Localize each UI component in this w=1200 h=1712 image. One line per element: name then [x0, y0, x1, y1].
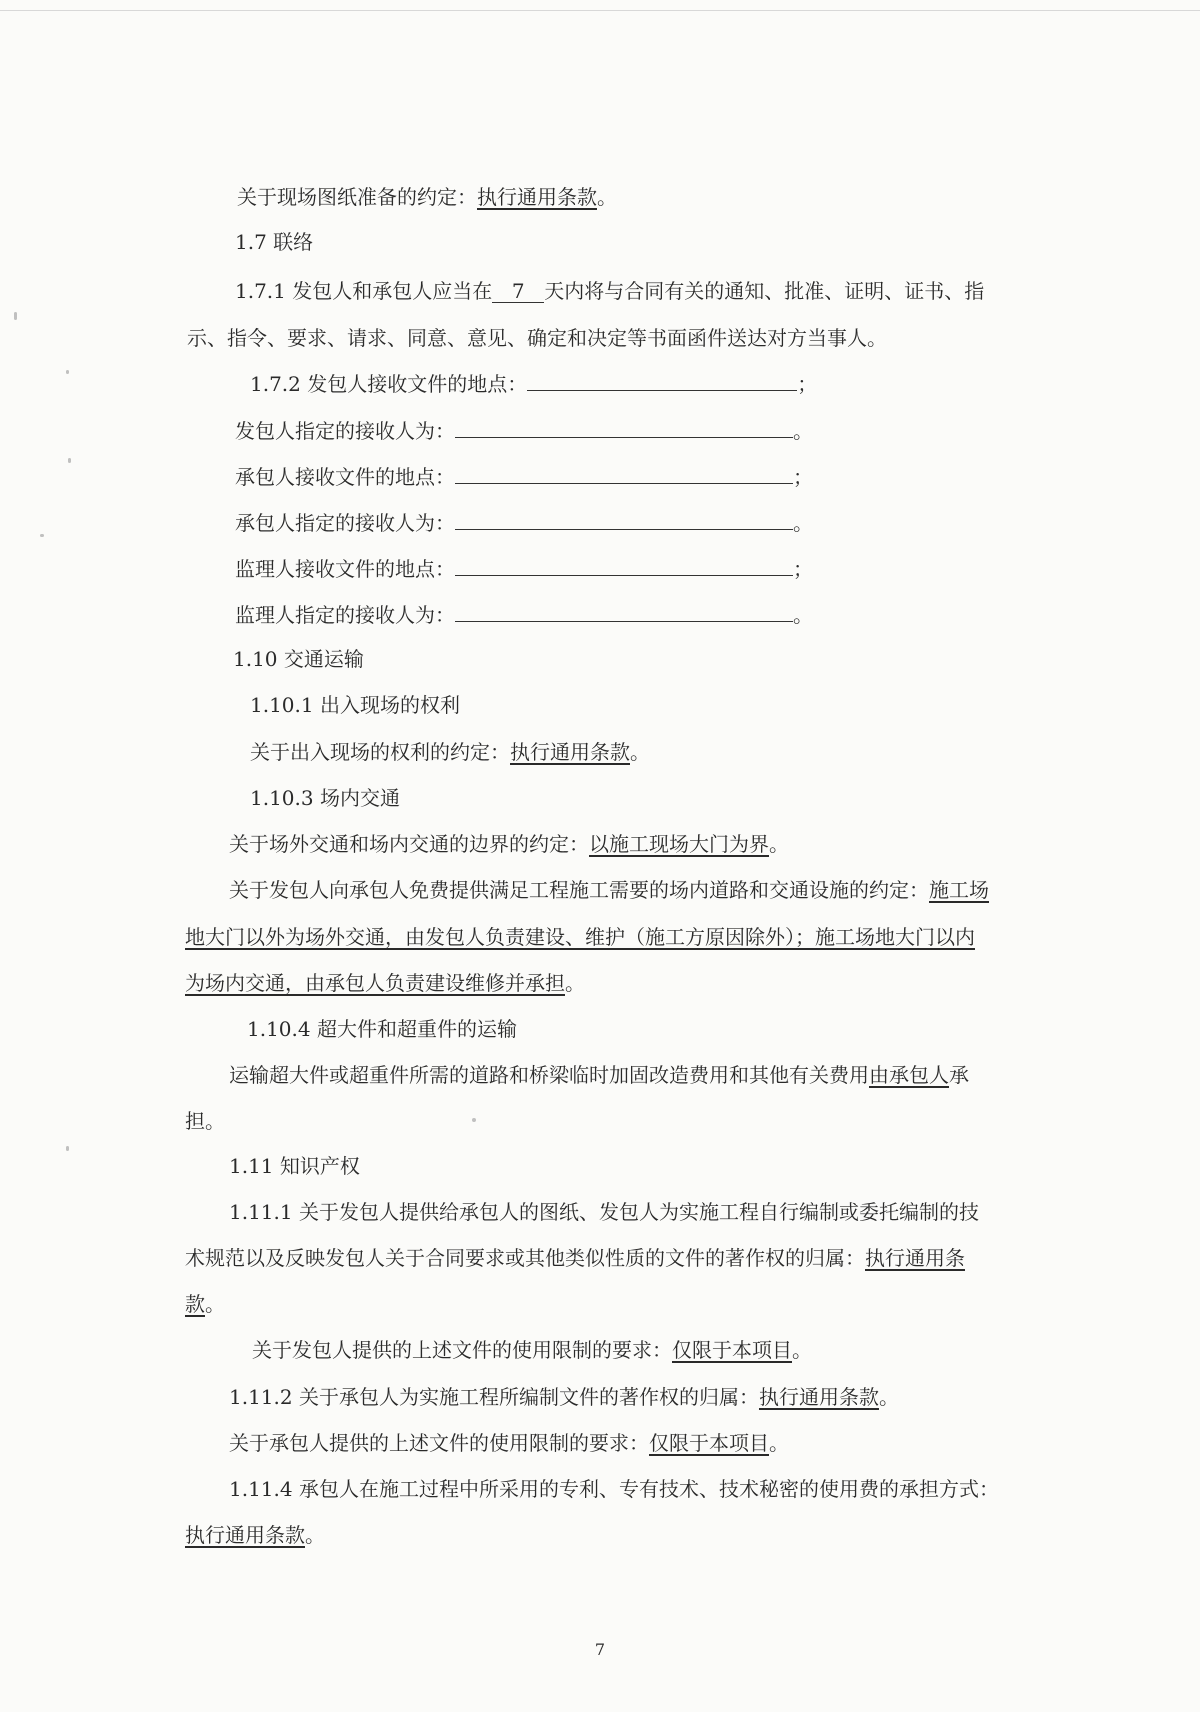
text: 天内将与合同有关的通知、批准、证明、证书、指	[544, 279, 985, 303]
underlined-answer: 由承包人	[869, 1063, 949, 1087]
scan-speck	[66, 1146, 69, 1151]
page-number: 7	[594, 1640, 606, 1659]
blank-field	[455, 465, 793, 484]
days-field: 7	[492, 280, 544, 303]
clause-1-11-2-limit	[229, 1430, 789, 1456]
section-heading-1-7: 1.7 联络	[235, 230, 314, 254]
underlined-answer: 执行通用条款	[477, 185, 597, 209]
clause-1-10-1-line	[250, 739, 650, 765]
employer-recipient-line	[235, 418, 813, 444]
clause-1-10-4-line2: 担。	[185, 1109, 225, 1133]
underlined-answer: 执行通用条	[865, 1246, 965, 1270]
supervisor-address-line	[235, 556, 813, 582]
text: 关于承包人提供的上述文件的使用限制的要求：	[229, 1431, 649, 1455]
text: 。	[793, 603, 813, 627]
blank-field	[527, 372, 797, 391]
clause-1-11-4-line2	[185, 1522, 325, 1548]
text: 承包人指定的接收人为：	[235, 511, 455, 535]
clause-1-10-4-line1	[229, 1062, 969, 1088]
underlined-answer: 仅限于本项目	[672, 1338, 792, 1362]
text: 关于出入现场的权利的约定：	[250, 740, 510, 764]
clause-1-11-2-line	[229, 1384, 899, 1410]
text: 1.7.2 发包人接收文件的地点：	[250, 372, 528, 396]
underlined-answer: 执行通用条款	[758, 1385, 879, 1409]
text: 1.11.2 关于承包人为实施工程所编制文件的著作权的归属：	[229, 1385, 759, 1409]
text: 。	[769, 832, 789, 856]
clause-1-11-1-line1: 1.11.1 关于发包人提供给承包人的图纸、发包人为实施工程自行编制或委托编制的技	[229, 1200, 979, 1224]
heading-1-10-1: 1.10.1 出入现场的权利	[250, 693, 460, 717]
heading-1-10-3: 1.10.3 场内交通	[250, 786, 400, 810]
underlined-answer: 仅限于本项目	[649, 1431, 769, 1455]
clause-1-7-1-line1	[235, 278, 984, 304]
clause-1-11-4-line1: 1.11.4 承包人在施工过程中所采用的专利、专有技术、技术秘密的使用费的承担方式：	[229, 1477, 999, 1501]
text: ；	[797, 372, 818, 396]
text: 承包人接收文件的地点：	[235, 465, 455, 489]
text: 。	[630, 740, 650, 764]
text: 。	[305, 1523, 325, 1547]
scan-speck	[472, 1118, 476, 1122]
underlined-answer: 以施工现场大门为界	[589, 832, 769, 856]
text: 术规范以及反映发包人关于合同要求或其他类似性质的文件的著作权的归属：	[185, 1246, 865, 1270]
section-heading-1-11: 1.11 知识产权	[229, 1154, 360, 1178]
text: 关于现场图纸准备的约定：	[237, 185, 477, 209]
underlined-answer: 地大门以外为场外交通，由发包人负责建设、维护（施工方原因除外）；施工场地大门以内	[185, 925, 975, 949]
text: 1.7.1 发包人和承包人应当在	[235, 279, 493, 303]
underlined-answer: 执行通用条款	[185, 1523, 305, 1547]
road-clause-line3	[185, 970, 585, 996]
text: 。	[793, 511, 813, 535]
text: 。	[769, 1431, 789, 1455]
text: ；	[793, 465, 813, 489]
clause-1-11-1-line2	[185, 1245, 965, 1271]
scan-speck	[66, 370, 69, 374]
text: 发包人指定的接收人为：	[235, 419, 455, 443]
scan-speck	[40, 534, 44, 537]
scan-top-edge	[0, 10, 1200, 11]
text: ；	[793, 557, 813, 581]
clause-1-11-1-limit	[252, 1337, 812, 1363]
text: 。	[565, 971, 585, 995]
clause-1-7-2-line	[250, 371, 817, 397]
blank-field	[455, 419, 793, 438]
clause-1-10-3-line	[229, 831, 789, 857]
blank-field	[455, 603, 793, 622]
road-clause-line2	[185, 924, 975, 950]
text: 关于发包人向承包人免费提供满足工程施工需要的场内道路和交通设施的约定：	[229, 878, 929, 902]
underlined-answer: 款	[185, 1292, 205, 1316]
text: 运输超大件或超重件所需的道路和桥梁临时加固改造费用和其他有关费用	[229, 1063, 869, 1087]
text: 关于发包人提供的上述文件的使用限制的要求：	[252, 1338, 672, 1362]
text: 监理人指定的接收人为：	[235, 603, 455, 627]
scan-speck	[68, 458, 71, 463]
text: 。	[597, 185, 617, 209]
road-clause-line1	[229, 877, 989, 903]
text: 监理人接收文件的地点：	[235, 557, 455, 581]
clause-1-11-1-line3	[185, 1291, 225, 1317]
heading-1-10-4: 1.10.4 超大件和超重件的运输	[247, 1017, 517, 1041]
text: 关于场外交通和场内交通的边界的约定：	[229, 832, 589, 856]
blank-field	[455, 557, 793, 576]
scan-speck	[14, 312, 17, 320]
text: 。	[793, 419, 813, 443]
contractor-address-line	[235, 464, 813, 490]
site-drawings-line	[237, 184, 617, 210]
underlined-answer: 为场内交通，由承包人负责建设维修并承担	[185, 971, 565, 995]
text: 。	[205, 1292, 225, 1316]
contractor-recipient-line	[235, 510, 813, 536]
supervisor-recipient-line	[235, 602, 813, 628]
clause-1-7-1-line2: 示、指令、要求、请求、同意、意见、确定和决定等书面函件送达对方当事人。	[187, 326, 887, 350]
text: 。	[792, 1338, 812, 1362]
blank-field	[455, 511, 793, 530]
section-heading-1-10: 1.10 交通运输	[233, 647, 364, 671]
text: 。	[878, 1385, 899, 1409]
text: 承	[949, 1063, 969, 1087]
underlined-answer: 执行通用条款	[510, 740, 630, 764]
underlined-answer: 施工场	[929, 878, 989, 902]
